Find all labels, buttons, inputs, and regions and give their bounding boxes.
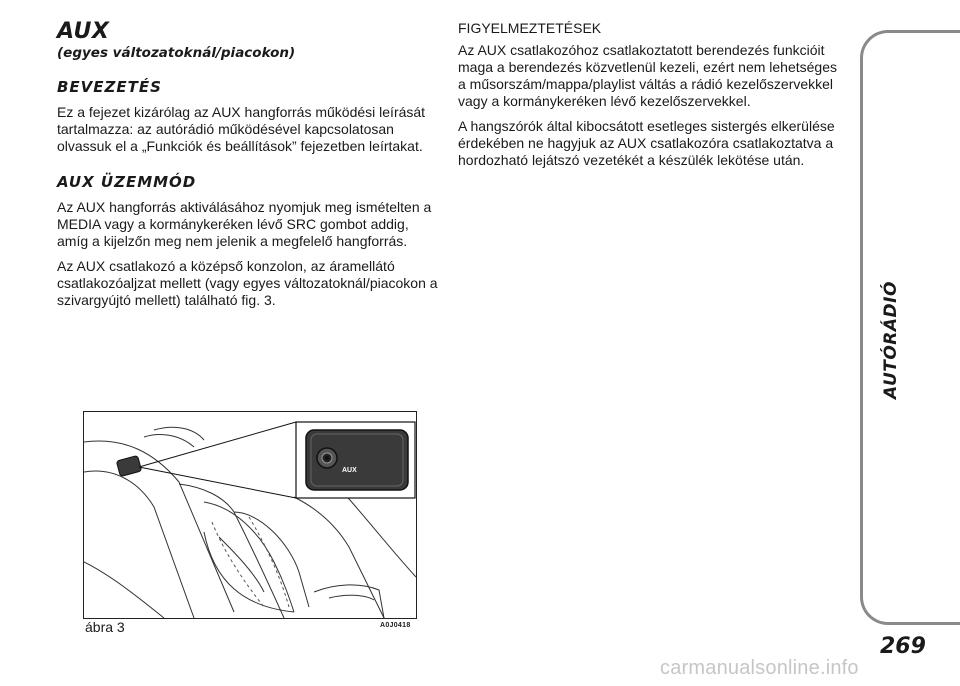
aux-socket-label: AUX: [342, 467, 357, 474]
aux-mode-paragraph-2: Az AUX csatlakozó a középső konzolon, az áramellátó csatlakozóaljzat mellett (vagy egyes változatoknál/piacokon a szivargyújtó mellett) található fig. 3.: [57, 258, 438, 308]
console-illustration: [84, 412, 416, 618]
figure-caption: ábra 3: [85, 619, 125, 635]
intro-paragraph: Ez a fejezet kizárólag az AUX hangforrás működési leírását tartalmazza: az autórádió működésével kapcsolatosan olvassuk el a „Funkciók és beállítások” fejezetben leírtakat.: [57, 104, 426, 154]
chapter-tab-label: [876, 281, 906, 399]
page-subtitle: (egyes változatoknál/piacokon): [57, 45, 296, 61]
watermark: carmanualsonline.info: [660, 657, 859, 679]
right-column: [458, 20, 843, 177]
aux-mode-paragraph-1: Az AUX hangforrás aktiválásához nyomjuk meg ismételten a MEDIA vagy a kormánykeréken lévő SRC gombot addig, amíg a kijelzőn meg nem jelenik a megfelelő hangforrás.: [57, 199, 432, 249]
warnings-title: FIGYELMEZTETÉSEK: [458, 20, 602, 36]
left-column: [57, 20, 442, 317]
page-title: AUX: [57, 19, 110, 44]
figure-aux-socket: [83, 411, 417, 619]
section-title-aux-mode: AUX ÜZEMMÓD: [57, 173, 197, 191]
figure-code: A0J0418: [380, 622, 411, 629]
warning-paragraph-1: Az AUX csatlakozóhoz csatlakoztatott berendezés funkcióit maga a berendezés közvetlenül kezeli, ezért nem lehetséges a műsorszám/mappa/playlist váltás a rádió kezelőszervekkel vagy a kormánykeréken lévő kezelőszervekkel.: [458, 42, 837, 109]
warning-paragraph-2: A hangszórók által kibocsátott esetleges sistergés elkerülése érdekében ne hagyjuk az AUX csatlakozóra csatlakoztatva a hordozható lejátszó vezetékét a készülék lekötése után.: [458, 118, 835, 168]
chapter-tab: [860, 30, 960, 625]
section-title-intro: BEVEZETÉS: [57, 78, 162, 96]
chapter-tab-text: AUTÓRÁDIÓ: [881, 281, 901, 399]
page-number: 269: [880, 634, 926, 659]
